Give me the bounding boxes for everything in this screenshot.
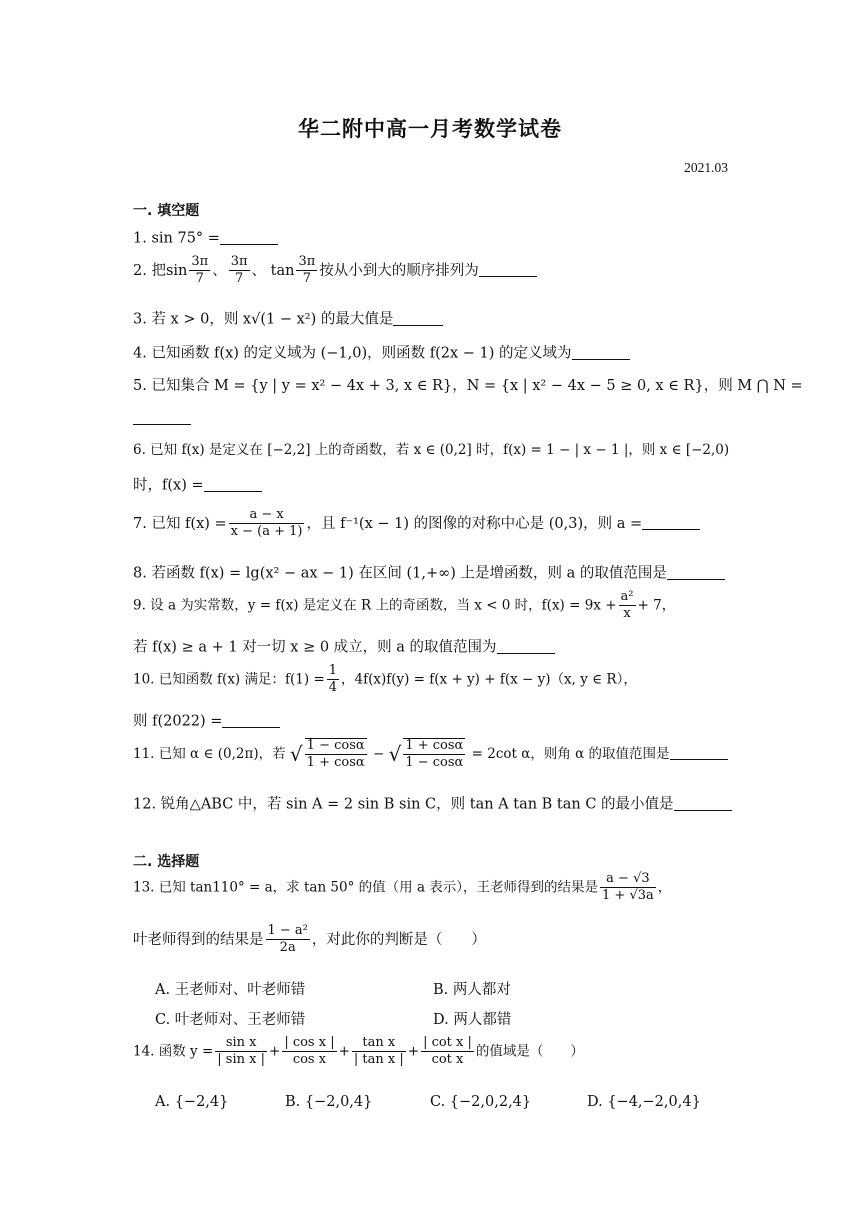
fraction: $\frac{3\pi}{7}$	[230, 254, 248, 287]
fraction: $\frac{3\pi}{7}$	[298, 254, 316, 287]
question-9-cont: 若 f(x) ≥ a + 1 对一切 x ≥ 0 成立，则 a 的取值范围为	[133, 638, 733, 657]
answer-blank	[479, 261, 537, 277]
question-13-cont: 叶老师得到的结果是 $\frac{\text{1 − a²}}{2a}$ ，对此你的判断是（ ）	[133, 923, 486, 956]
question-6-cont: 时，f(x) =	[133, 476, 733, 495]
answer-blank	[497, 638, 555, 654]
fraction: $\frac{1}{4}$	[328, 663, 337, 696]
answer-blank	[220, 229, 278, 245]
q13-option-d: D. 两人都错	[433, 1012, 512, 1028]
sqrt-icon: √	[388, 741, 402, 766]
fraction: $\frac{\text{sin x}}{\text{| sin x |}}$	[217, 1035, 265, 1068]
exam-title: 华二附中高一月考数学试卷	[298, 117, 562, 141]
fraction: $\frac{\text{1 − a²}}{2a}$	[267, 923, 308, 956]
question-14: 14. 函数 y = $\frac{\text{sin x}}{\text{| sin x |}}$ + $\frac{\text{| cos x |}}{\text{cos x}}$ + $\frac{\text{tan x}}{\text{| tan x |}}$ + $\frac{\text{| cot x |}}{\text{cot x}}$ 的值域是（ ）	[133, 1035, 584, 1068]
question-6: 6. 已知 f(x) 是定义在 [−2,2] 上的奇函数，若 x ∈ (0,2] 时，f(x) = 1 − | x − 1 |，则 x ∈ [−2,0)	[133, 442, 730, 458]
answer-blank	[670, 745, 728, 760]
q14-option-a: A. {−2,4}	[155, 1094, 229, 1110]
fraction: $\frac{a - √3}{1 + √3a}$	[602, 871, 654, 904]
fraction: $\frac{1 + \cos\alpha}{1 - \cos\alpha}$	[405, 738, 464, 771]
section-fill-in: 一. 填空题	[133, 203, 200, 219]
fraction: $\frac{\text{a²}}{x}$	[620, 589, 634, 622]
fraction: $\frac{\text{tan x}}{\text{| tan x |}}$	[353, 1035, 404, 1068]
fraction: $\frac{3\pi}{7}$	[191, 254, 209, 287]
question-10-cont: 则 f(2022) =	[133, 712, 733, 731]
answer-blank	[667, 564, 725, 580]
q13-option-a: A. 王老师对、叶老师错	[155, 982, 306, 998]
q14-option-c: C. {−2,0,2,4}	[430, 1094, 532, 1110]
q13-option-b: B. 两人都对	[433, 982, 511, 998]
fraction: $\frac{\text{| cos x |}}{\text{cos x}}$	[284, 1035, 335, 1068]
fraction: $\frac{\text{| cot x |}}{\text{cot x}}$	[423, 1035, 472, 1068]
answer-blank	[572, 344, 630, 360]
question-10: 10. 已知函数 f(x) 满足：f(1) = $\frac{1}{4}$ ，4f(x)f(y) = f(x + y) + f(x − y)（x, y ∈ R），	[133, 663, 637, 696]
fraction: $\frac{1 - \cos\alpha}{1 + \cos\alpha}$	[306, 738, 365, 771]
question-2: 2. 把sin $\frac{3\pi}{7}$ 、 $\frac{3\pi}{7}$ 、 tan $\frac{3\pi}{7}$ 按从小到大的顺序排列为	[133, 255, 733, 287]
exam-date: 2021.03	[684, 160, 728, 175]
question-12: 12. 锐角△ABC 中，若 sin A = 2 sin B sin C，则 tan A tan B tan C 的最小值是	[133, 795, 733, 814]
q14-option-d: D. {−4,−2,0,4}	[587, 1094, 701, 1110]
answer-blank	[642, 514, 700, 530]
question-9: 9. 设 a 为实常数，y = f(x) 是定义在 R 上的奇函数，当 x < 0 时，f(x) = 9x + $\frac{\text{a²}}{x}$ + 7，	[133, 589, 676, 622]
section-choice: 二. 选择题	[133, 854, 200, 870]
answer-blank	[674, 795, 732, 811]
answer-blank	[222, 712, 280, 728]
question-13: 13. 已知 tan110° = a，求 tan 50° 的值（用 a 表示），王老师得到的结果是 $\frac{a - √3}{1 + √3a}$ ，	[133, 871, 672, 904]
answer-blank	[204, 476, 262, 492]
question-4: 4. 已知函数 f(x) 的定义域为 (−1,0)，则函数 f(2x − 1) 的定义域为	[133, 344, 733, 363]
question-5-blank-line	[133, 409, 733, 428]
question-1: 1. sin 75° =	[133, 229, 733, 248]
fraction: $\frac{a - x}{x - (a + 1)}$	[230, 507, 303, 540]
question-5: 5. 已知集合 M = {y | y = x² − 4x + 3, x ∈ R}，N = {x | x² − 4x − 5 ≥ 0, x ∈ R}，则 M ⋂ N =	[133, 378, 803, 394]
question-11: 11. 已知 α ∈ (0,2π)，若 √ $\frac{1 - \cos\alpha}{1 + \cos\alpha}$ − √ $\frac{1 + \cos\alpha}{1 - \cos\alpha}$ = 2cot α，则角 α 的取值范围是	[133, 738, 733, 771]
question-3: 3. 若 x > 0，则 x√(1 − x²) 的最大值是	[133, 310, 733, 329]
q14-option-b: B. {−2,0,4}	[285, 1094, 373, 1110]
question-7: 7. 已知 f(x) = $\frac{a - x}{x - (a + 1)}$ ，且 f⁻¹(x − 1) 的图像的对称中心是 (0,3)，则 a =	[133, 508, 733, 540]
sqrt-icon: √	[289, 741, 303, 766]
answer-blank	[393, 310, 443, 326]
question-8: 8. 若函数 f(x) = lg(x² − ax − 1) 在区间 (1,+∞) 上是增函数，则 a 的取值范围是	[133, 564, 733, 583]
q13-option-c: C. 叶老师对、王老师错	[155, 1012, 306, 1028]
answer-blank	[133, 409, 191, 425]
